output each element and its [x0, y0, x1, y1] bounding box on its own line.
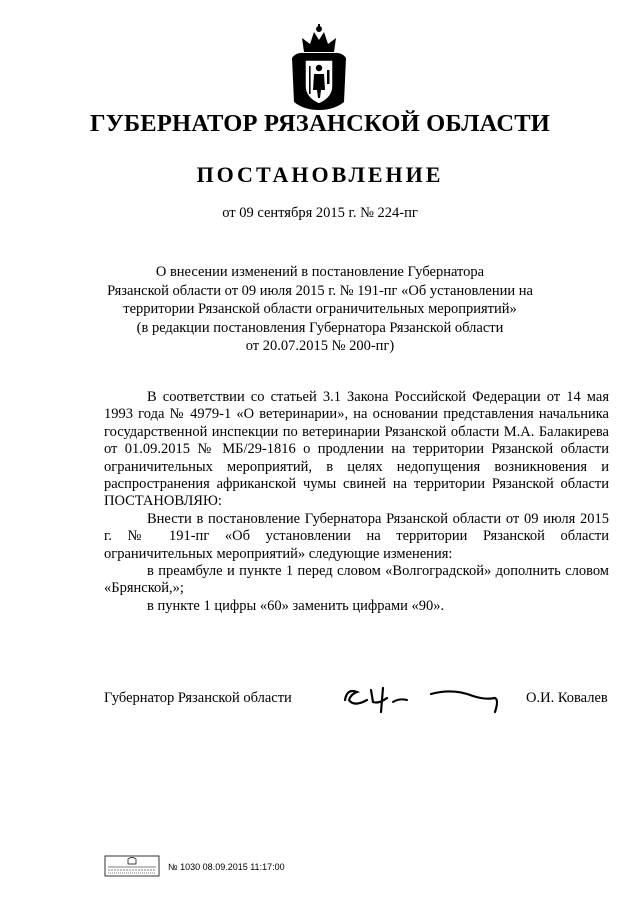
subject-line: (в редакции постановления Губернатора Рязанской области	[136, 319, 504, 336]
signatory-name: О.И. Ковалев	[526, 690, 608, 706]
governor-title: ГУБЕРНАТОР РЯЗАНСКОЙ ОБЛАСТИ	[89, 110, 551, 137]
body-paragraph: в пункте 1 цифры «60» заменить цифрами «90».	[147, 597, 445, 614]
subject-line: Рязанской области от 09 июля 2015 г. № 191-пг «Об установлении на	[107, 282, 533, 299]
signatory-position: Губернатор Рязанской области	[104, 690, 292, 706]
body-paragraph: в преамбуле и пункте 1 перед словом «Волгоградской» дополнить словом «Брянской,»;	[104, 563, 609, 597]
handwritten-signature-icon	[335, 678, 515, 718]
body-paragraph: Внести в постановление Губернатора Рязанской области от 09 июля 2015 г. № 191-пг «Об установлении на территории Рязанской области ограничительных мероприятий» следующие изменения:	[104, 510, 609, 562]
document-body	[104, 389, 609, 615]
subject-line: территории Рязанской области ограничительных мероприятий»	[123, 301, 517, 318]
document-type: ПОСТАНОВЛЕНИЕ	[196, 162, 444, 187]
body-paragraph: В соответствии со статьей 3.1 Закона Российской Федерации от 14 мая 1993 года № 4979-1 «О ветеринарии», на основании представления начальника государственной инспекции по ветеринарии Рязанской области М.А. Балакирева от 01.09.2015 № МБ/29-1816 о продлении на территории Рязанской области ограничительных мероприятий, в целях недопущения возникновения и распространения африканской чумы свиней на территории Рязанской области ПОСТАНОВЛЯЮ:	[104, 389, 609, 510]
document-subject	[90, 263, 550, 356]
registration-number: № 1030 08.09.2015 11:17:00	[168, 862, 285, 872]
coat-of-arms-icon	[290, 22, 348, 112]
document-date: от 09 сентября 2015 г. № 224-пг	[222, 205, 418, 221]
subject-line: от 20.07.2015 № 200-пг)	[245, 338, 395, 355]
registration-stamp-icon	[104, 855, 160, 877]
subject-line: О внесении изменений в постановление Губернатора	[155, 264, 485, 280]
